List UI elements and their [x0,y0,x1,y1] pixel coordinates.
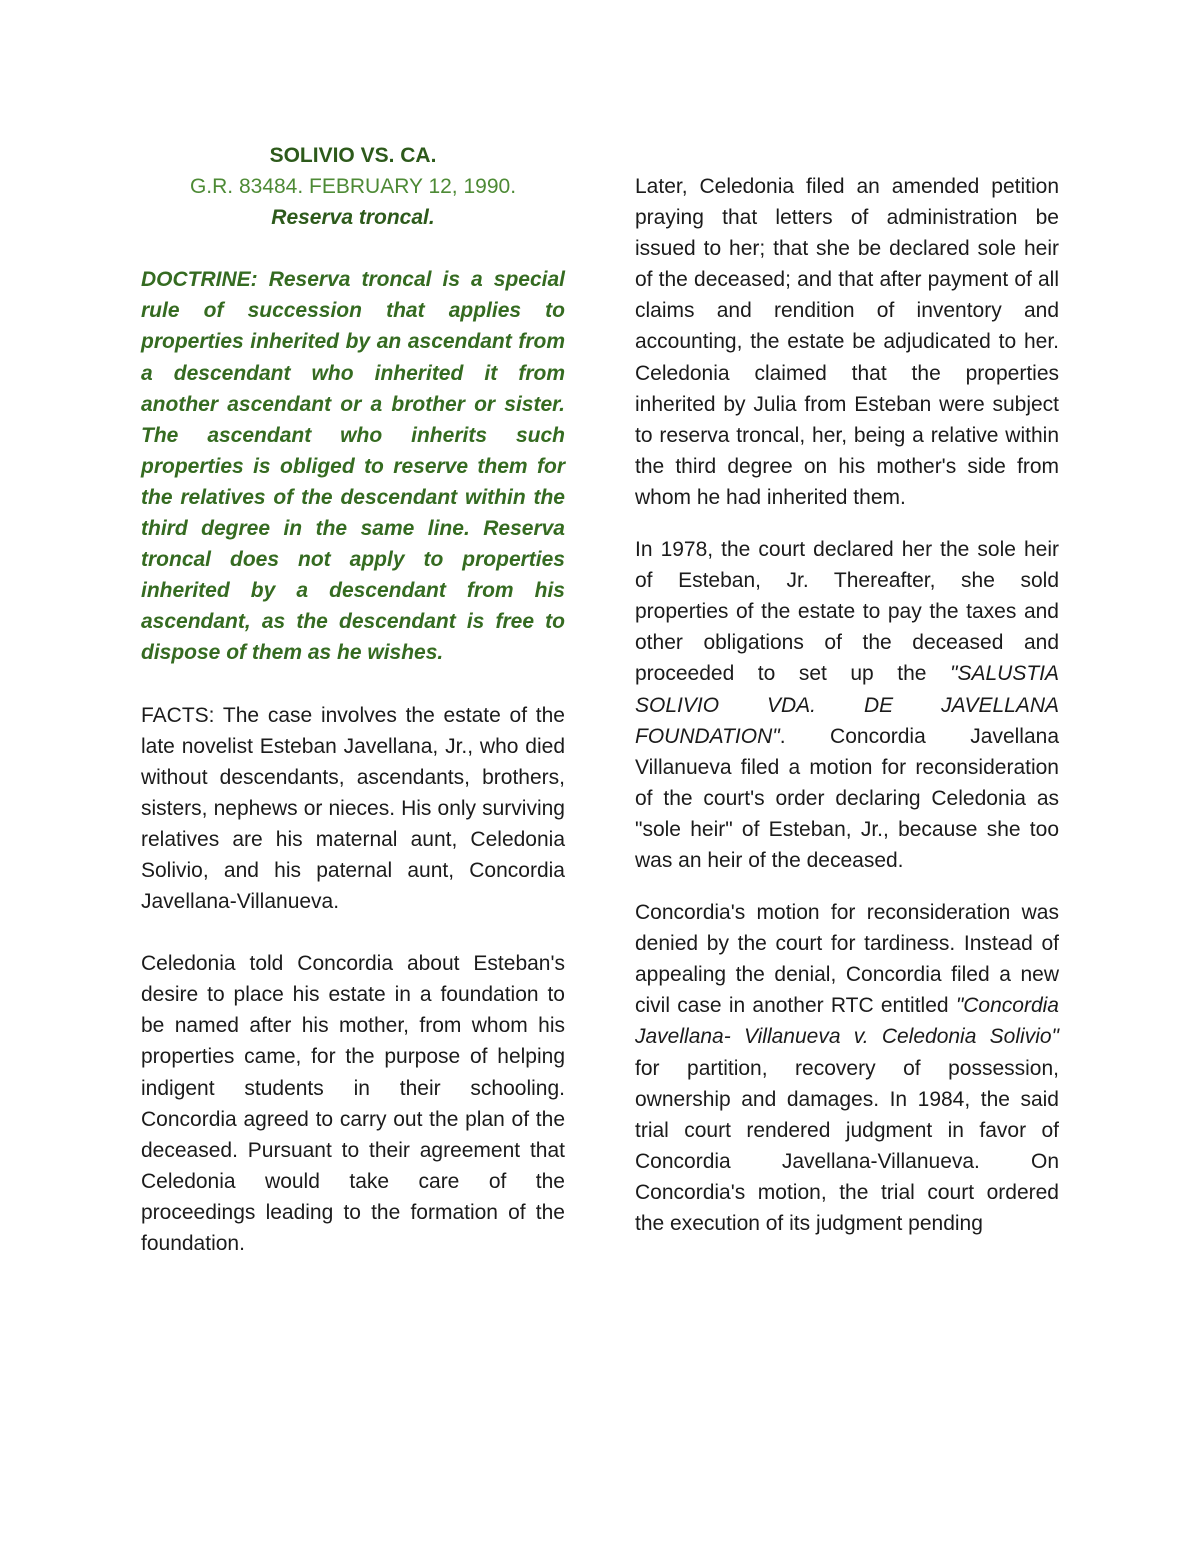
text-run: . Concordia Javellana Villanueva filed a motion for reconsideration of the court's order declaring Celedonia as "sole heir" of Esteban, Jr., because she too was an heir of the deceased. [635,724,1059,872]
sole-heir-paragraph [635,534,1059,876]
spacer [635,513,1059,534]
amended-petition-paragraph: Later, Celedonia filed an amended petition praying that letters of administration be issued to her; that she be declared sole heir of the deceased; and that after payment of all claims and rendition of inventory and accounting, the estate be adjudicated to her. Celedonia claimed that the properties inherited by Julia from Esteban were subject to reserva troncal, her, being a relative within the third degree on his mother's side from whom he had inherited them. [635,175,1059,509]
text-run: Concordia's motion for reconsideration was denied by the court for tardiness. Instead of appealing the denial, Concordia filed a new civil case in another RTC entitled [635,901,1059,1018]
text-run: In 1978, the court declared her the sole heir of Esteban, Jr. Thereafter, she sold properties of the estate to pay the taxes and other obligations of the deceased and proceeded to set up the [635,538,1059,686]
doctrine-paragraph: DOCTRINE: Reserva troncal is a special rule of succession that applies to properties inherited by an ascendant from a descendant who inherited it from another ascendant or a brother or sister. The ascendant who inherits such properties is obliged to reserve them for the relatives of the descendant within the third degree in the same line. Reserva troncal does not apply to properties inherited by a descendant from his ascendant, as the descendant is free to dispose of them as he wishes. [141,268,565,665]
text-run: for partition, recovery of possession, ownership and damages. In 1984, the said trial court rendered judgment in favor of Concordia Javellana-Villanueva. On Concordia's motion, the trial court ordered the execution of its judgment pending [635,1056,1059,1235]
spacer [635,876,1059,897]
left-column [141,140,565,1259]
right-column [635,171,1059,1239]
case-topic: Reserva troncal. [271,206,435,230]
spacer [141,233,565,264]
facts-paragraph: FACTS: The case involves the estate of the late novelist Esteban Javellana, Jr., who died without descendants, ascendants, brothers, sisters, nephews or nieces. His only surviving relatives are his maternal aunt, Celedonia Solivio, and his paternal aunt, Concordia Javellana-Villanueva. [141,703,565,914]
spacer [141,669,565,700]
civil-case-title: "Concordia Javellana- Villanueva v. Celedonia Solivio" [635,994,1059,1049]
reconsideration-paragraph [635,897,1059,1239]
agreement-paragraph: Celedonia told Concordia about Esteban's desire to place his estate in a foundation to be named after his mother, from whom his properties came, for the purpose of helping indigent students in their schooling. Concordia agreed to carry out the plan of the deceased. Pursuant to their agreement that Celedonia would take care of the proceedings leading to the formation of the foundation. [141,952,565,1255]
case-title: SOLIVIO VS. CA. [269,144,437,167]
case-number: G.R. 83484. FEBRUARY 12, 1990. [189,175,517,199]
spacer [141,917,565,948]
foundation-name: "SALUSTIA SOLIVIO VDA. DE JAVELLANA FOUNDATION" [635,662,1059,748]
